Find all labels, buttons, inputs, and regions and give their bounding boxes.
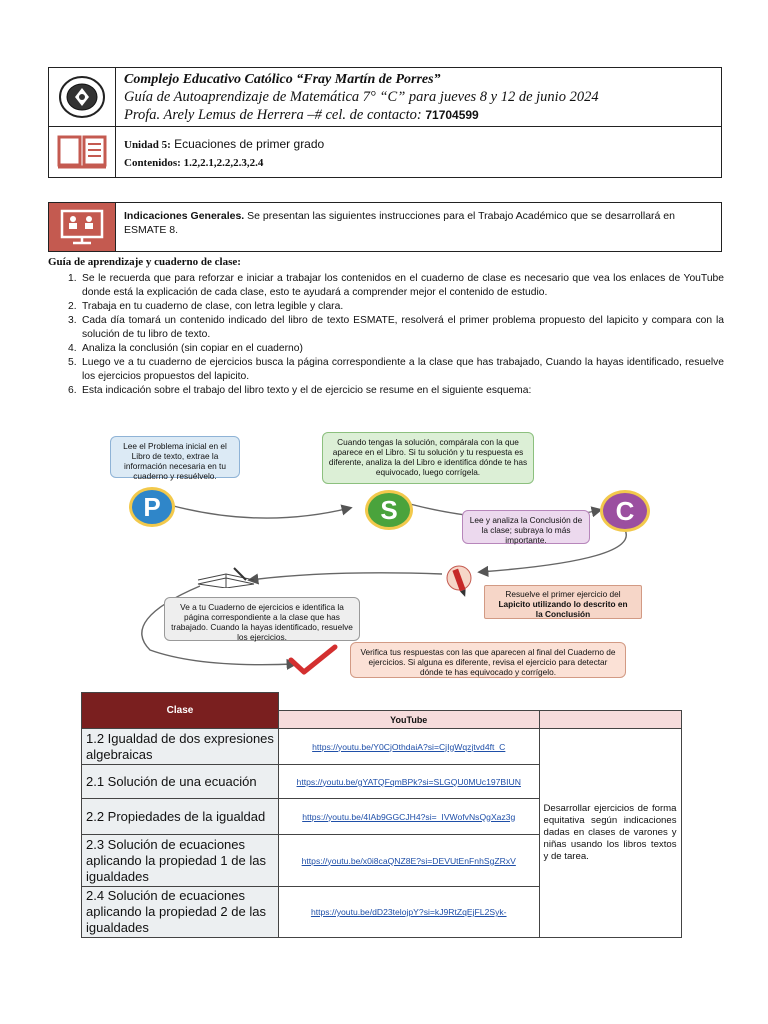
column-header-youtube: YouTube (279, 711, 540, 729)
table-header-row-1 (82, 693, 682, 711)
notebook-note: Ve a tu Cuaderno de ejercicios e identifica la página correspondiente a la clase que has trabajado. Cuando la hayas identificado, resuelve los ejercicios. (164, 597, 360, 641)
unit-name: Ecuaciones de primer grado (174, 137, 325, 151)
class-name: 1.2 Igualdad de dos expresiones algebraicas (82, 729, 279, 765)
indications-body: Se presentan las siguientes instrucciones para el Trabajo Académico que se desarrollará en ESMATE 8. (124, 210, 675, 236)
list-item: 6. Esta indicación sobre el trabajo del libro texto y el de ejercicio se resume en el siguiente esquema: (68, 385, 532, 396)
contents-line: Contenidos: 1.2,2.1,2.2,2.3,2.4 (124, 157, 264, 169)
indications-text (116, 203, 721, 251)
school-seal-icon (57, 74, 107, 120)
open-book-icon (56, 134, 108, 170)
classes-table (81, 692, 682, 938)
c-bubble: C (600, 490, 650, 532)
column-header-blank (539, 711, 681, 729)
class-name: 2.2 Propiedades de la igualdad (82, 799, 279, 835)
verify-note: Verifica tus respuestas con las que aparecen al final del Cuaderno de ejercicios. Si alguna es diferente, revisa el ejercicio para detectar dónde te has equivocado y corrígelo. (350, 642, 626, 678)
notebook-icon (196, 566, 256, 588)
conclusion-note: Lee y analiza la Conclusión de la clase; subraya lo más importante. (462, 510, 590, 544)
class-name: 2.4 Solución de ecuaciones aplicando la propiedad 2 de las igualdades (82, 887, 279, 938)
phone-number: 71704599 (425, 108, 479, 122)
presentation-screen-icon (59, 208, 105, 246)
presentation-icon-cell (49, 203, 116, 251)
class-name: 2.1 Solución de una ecuación (82, 765, 279, 799)
column-header-clase: Clase (82, 693, 279, 729)
list-item: 5. Luego ve a tu cuaderno de ejercicios busca la página correspondiente a la clase que has trabajado, Cuando la hayas identificado, resuelve los ejercicios propuestos del lapicito. (68, 357, 724, 382)
table-row (82, 729, 682, 765)
youtube-link[interactable]: https://youtu.be/dD23telojpY?si=kJ9RtZqEjFL2Syk- (279, 887, 540, 938)
youtube-link[interactable]: https://youtu.be/Y0CjOthdaiA?si=CjIgWqzjtvd4ft_C (279, 729, 540, 765)
unit-line (124, 137, 713, 151)
header-table (48, 67, 722, 178)
youtube-link[interactable]: https://youtu.be/4IAb9GGCJH4?si=_IVWofvNsQgXaz3g (279, 799, 540, 835)
guide-section-title: Guía de aprendizaje y cuaderno de clase: (48, 256, 241, 268)
youtube-link[interactable]: https://youtu.be/gYATQFqmBPk?si=SLGQU0MUc197BIUN (279, 765, 540, 799)
list-item: 4. Analiza la conclusión (sin copiar en el cuaderno) (68, 343, 303, 354)
teacher-name: Profa. Arely Lemus de Herrera –# cel. de contacto: (124, 107, 422, 123)
teacher-line (124, 106, 713, 124)
p-bubble: P (129, 487, 175, 527)
header-row-school (49, 68, 721, 127)
steps-list (48, 272, 724, 398)
school-logo-cell (49, 68, 116, 126)
guide-title: Guía de Autoaprendizaje de Matemática 7° “C” para jueves 8 y 12 de junio 2024 (124, 89, 599, 105)
list-item: 3. Cada día tomará un contenido indicado del libro de texto ESMATE, resolverá el primer problema propuesto del lapicito y compara con la solución de tu libro de texto. (68, 315, 724, 340)
unit-label: Unidad 5: (124, 139, 171, 151)
school-name: Complejo Educativo Católico “Fray Martín de Porres” (124, 72, 441, 87)
header-row-unit (49, 127, 721, 177)
pencil-note: Resuelve el primer ejercicio del Lapicito utilizando lo descrito en la Conclusión (484, 585, 642, 619)
checkmark-icon (288, 644, 338, 676)
indications-label: Indicaciones Generales. (124, 210, 245, 222)
s-bubble: S (365, 490, 413, 530)
class-name: 2.3 Solución de ecuaciones aplicando la propiedad 1 de las igualdades (82, 835, 279, 887)
list-item: 2. Trabaja en tu cuaderno de clase, con letra legible y clara. (68, 301, 344, 312)
equity-note: Desarrollar ejercicios de forma equitativa según indicaciones dadas en clases de varones y niñas usando los libros textos y de tarea. (539, 729, 681, 938)
youtube-link[interactable]: https://youtu.be/x0i8caQNZ8E?si=DEVUtEnFnhSgZRxV (279, 835, 540, 887)
problem-note: Lee el Problema inicial en el Libro de texto, extrae la información necesaria en tu cuaderno y resuélvelo. (110, 436, 240, 478)
pencil-icon (446, 565, 472, 601)
book-icon-cell (49, 127, 116, 177)
list-item: 1. Se le recuerda que para reforzar e iniciar a trabajar los contenidos en el cuaderno de clase es necesario que vea los enlaces de YouTube donde está la explicación de cada clase, esto te ayudará a comprender mejor el contenido de estudio. (68, 273, 724, 298)
solution-note: Cuando tengas la solución, compárala con la que aparece en el Libro. Si tu solución y tu respuesta es diferente, analiza la del Libro e identifica dónde te has equivocado, luego corrígela. (322, 432, 534, 484)
indications-box (48, 202, 722, 252)
